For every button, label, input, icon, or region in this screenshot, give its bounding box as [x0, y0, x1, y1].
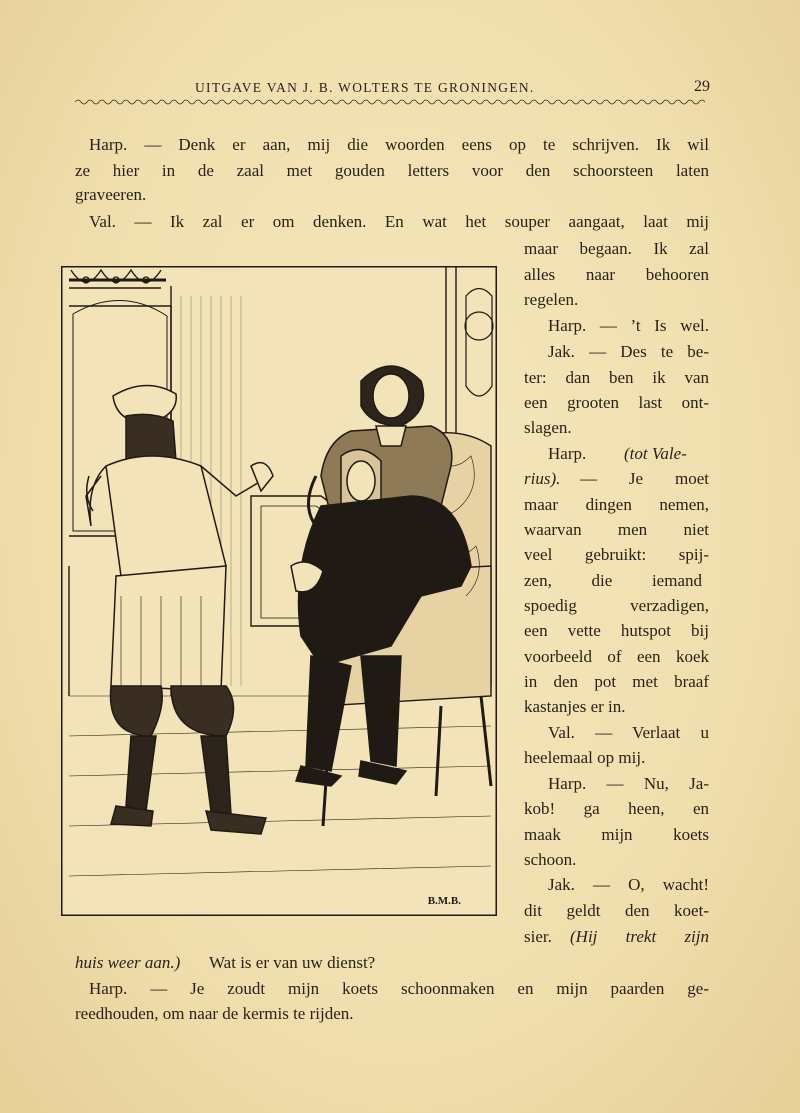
text-line: — Je moet [580, 469, 709, 488]
header-ornamental-rule [75, 98, 710, 106]
text-line: schoon. [524, 850, 577, 869]
running-header [75, 78, 710, 100]
speaker-label: Harp. [548, 444, 587, 463]
text-line: kob! ga heen, en [524, 799, 709, 818]
text-line: waarvan men niet [524, 520, 709, 539]
text-line: reedhouden, om naar de kermis te rijden. [75, 1004, 354, 1023]
text-line: ter: dan ben ik van [524, 368, 709, 387]
text-line: maak mijn koets [524, 825, 709, 844]
artist-signature: B.M.B. [427, 895, 461, 907]
text-line: zen, die iemand [524, 571, 702, 590]
text-line: Harp. — Denk er aan, mij die woorden eens op te schrijven. Ik wil [89, 135, 709, 154]
text-line: Harp. — ’t Is wel. [548, 316, 709, 335]
page-number: 29 [694, 78, 710, 95]
text-line: ze hier in de zaal met gouden letters voor den schoorsteen laten [75, 161, 709, 180]
text-line: voorbeeld of een koek [524, 647, 709, 666]
text-line: heelemaal op mij. [524, 748, 646, 767]
stage-direction: huis weer aan.) [75, 953, 181, 972]
text-line: maar dingen nemen, [524, 495, 709, 514]
text-line: maar begaan. Ik zal [524, 239, 709, 258]
stage-direction: rius). [524, 469, 561, 488]
text-line: regelen. [524, 290, 579, 309]
text-line: slagen. [524, 418, 572, 437]
text-line: Val. — Verlaat u [548, 723, 709, 742]
text-line: sier. [524, 927, 552, 946]
header-title: UITGAVE VAN J. B. WOLTERS TE GRONINGEN. [195, 80, 535, 95]
text-line: veel gebruikt: spij- [524, 545, 709, 564]
text-line: Harp. — Je zoudt mijn koets schoonmaken en mijn paarden ge- [89, 979, 709, 998]
text-line: een grooten last ont- [524, 393, 709, 412]
text-line: kastanjes er in. [524, 697, 626, 716]
text-line: Jak. — O, wacht! [548, 875, 709, 894]
text-line: alles naar behooren [524, 265, 709, 284]
text-line: in den pot met braaf [524, 672, 709, 691]
text-line: Wat is er van uw dienst? [209, 953, 376, 972]
text-line: dit geldt den koet- [524, 901, 709, 920]
engraving-illustration [61, 266, 497, 916]
text-line: een vette hutspot bij [524, 621, 709, 640]
text-line: Val. — Ik zal er om denken. En wat het souper aangaat, laat mij [89, 212, 709, 231]
text-line: Harp. — Nu, Ja- [548, 774, 709, 793]
stage-direction: (Hij trekt zijn [570, 927, 709, 946]
text-line: graveeren. [75, 185, 147, 204]
stage-direction: (tot Vale- [624, 444, 687, 463]
text-line: spoedig verzadigen, [524, 596, 709, 615]
text-line: Jak. — Des te be- [548, 342, 709, 361]
